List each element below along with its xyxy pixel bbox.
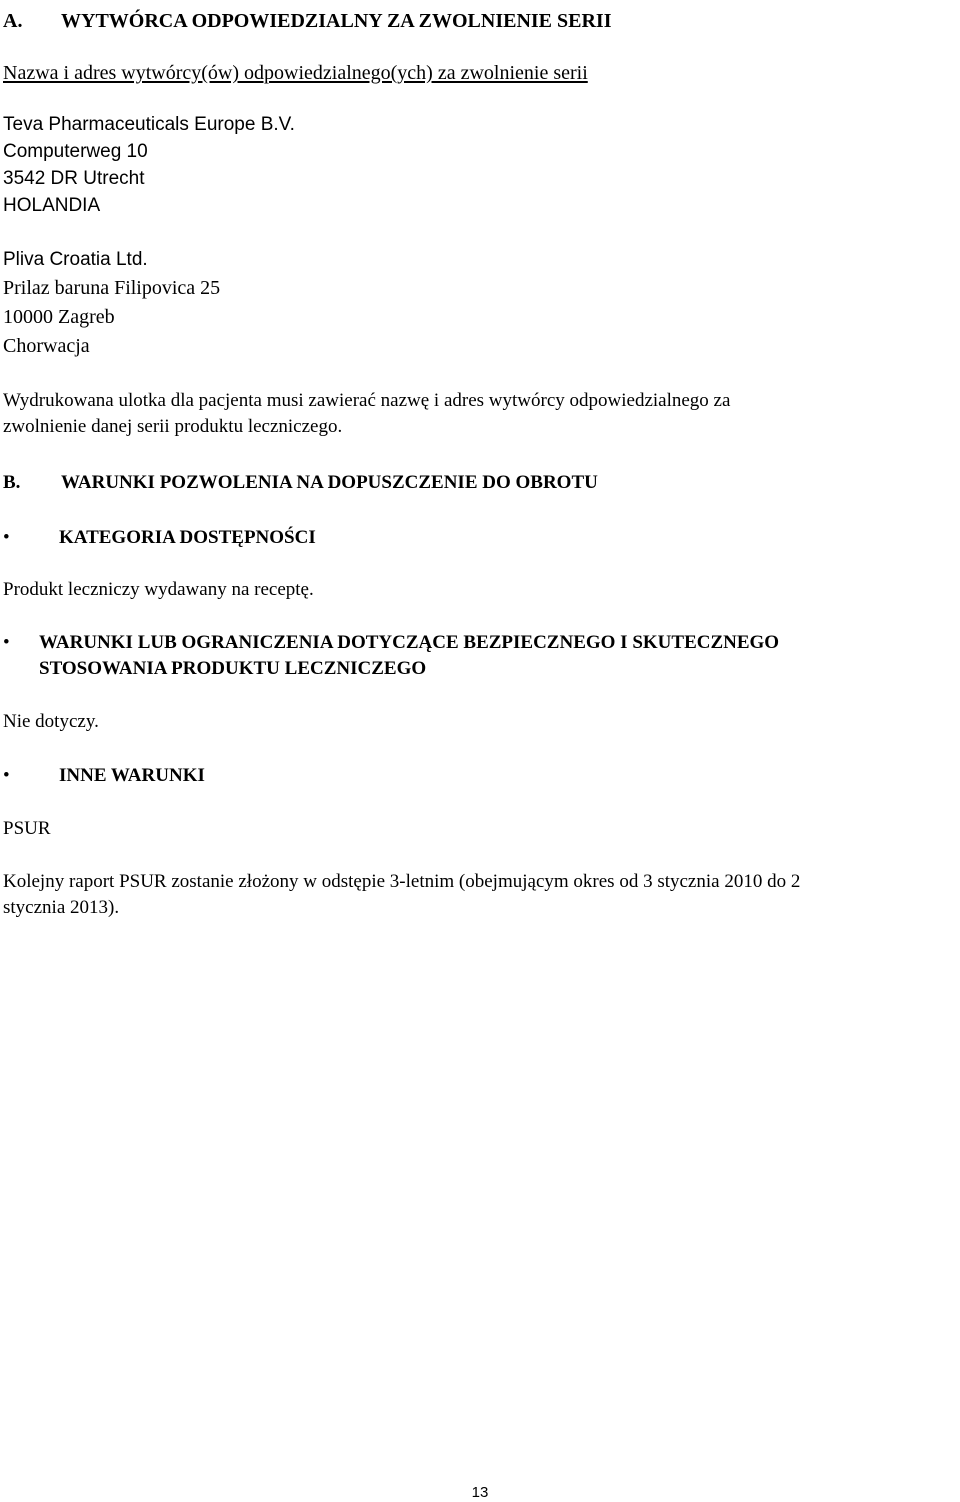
psur-label: PSUR <box>3 818 51 839</box>
bullet-icon: • <box>3 527 10 548</box>
manufacturer-2-country: Chorwacja <box>3 335 90 357</box>
bullet-icon: • <box>3 632 10 653</box>
leaflet-note-line-2: zwolnienie danej serii produktu leczniczego. <box>3 416 343 437</box>
section-a-subheading: Nazwa i adres wytwórcy(ów) odpowiedzialnego(ych) za zwolnienie serii <box>3 62 588 84</box>
leaflet-note-line-1: Wydrukowana ulotka dla pacjenta musi zawierać nazwę i adres wytwórcy odpowiedzialnego za <box>3 390 731 411</box>
conditions-text: Nie dotyczy. <box>3 711 99 732</box>
bullet-icon: • <box>3 765 10 786</box>
manufacturer-2-street: Prilaz baruna Filipovica 25 <box>3 277 221 299</box>
manufacturer-2-address <box>3 245 220 361</box>
manufacturer-1-city: 3542 DR Utrecht <box>3 168 145 189</box>
manufacturer-1-name: Teva Pharmaceuticals Europe B.V. <box>3 114 295 135</box>
section-a-title: WYTWÓRCA ODPOWIEDZIALNY ZA ZWOLNIENIE SERII <box>61 10 612 32</box>
conditions-heading-line-1: WARUNKI LUB OGRANICZENIA DOTYCZĄCE BEZPIECZNEGO I SKUTECZNEGO <box>39 632 780 653</box>
category-bullet <box>3 525 958 551</box>
section-b-number: B. <box>3 472 21 493</box>
section-a-heading <box>3 8 611 34</box>
conditions-heading-line-2: STOSOWANIA PRODUKTU LECZNICZEGO <box>39 658 427 679</box>
leaflet-note <box>3 388 730 440</box>
category-heading: KATEGORIA DOSTĘPNOŚCI <box>59 527 316 548</box>
section-a-number: A. <box>3 10 23 32</box>
psur-paragraph <box>3 869 800 921</box>
other-conditions-heading: INNE WARUNKI <box>59 765 205 786</box>
category-text: Produkt leczniczy wydawany na receptę. <box>3 579 314 600</box>
other-conditions-bullet <box>3 763 958 789</box>
conditions-bullet <box>3 630 958 682</box>
manufacturer-2-name: Pliva Croatia Ltd. <box>3 249 148 270</box>
manufacturer-2-city: 10000 Zagreb <box>3 306 115 328</box>
manufacturer-1-address <box>3 111 295 219</box>
manufacturer-1-country: HOLANDIA <box>3 195 101 216</box>
psur-line-2: stycznia 2013). <box>3 897 120 918</box>
psur-line-1: Kolejny raport PSUR zostanie złożony w odstępie 3-letnim (obejmującym okres od 3 stycznia 2010 do 2 <box>3 871 801 892</box>
manufacturer-1-street: Computerweg 10 <box>3 141 148 162</box>
section-b-heading <box>3 470 598 496</box>
page-number: 13 <box>471 1484 489 1501</box>
section-b-title: WARUNKI POZWOLENIA NA DOPUSZCZENIE DO OBROTU <box>61 472 598 493</box>
